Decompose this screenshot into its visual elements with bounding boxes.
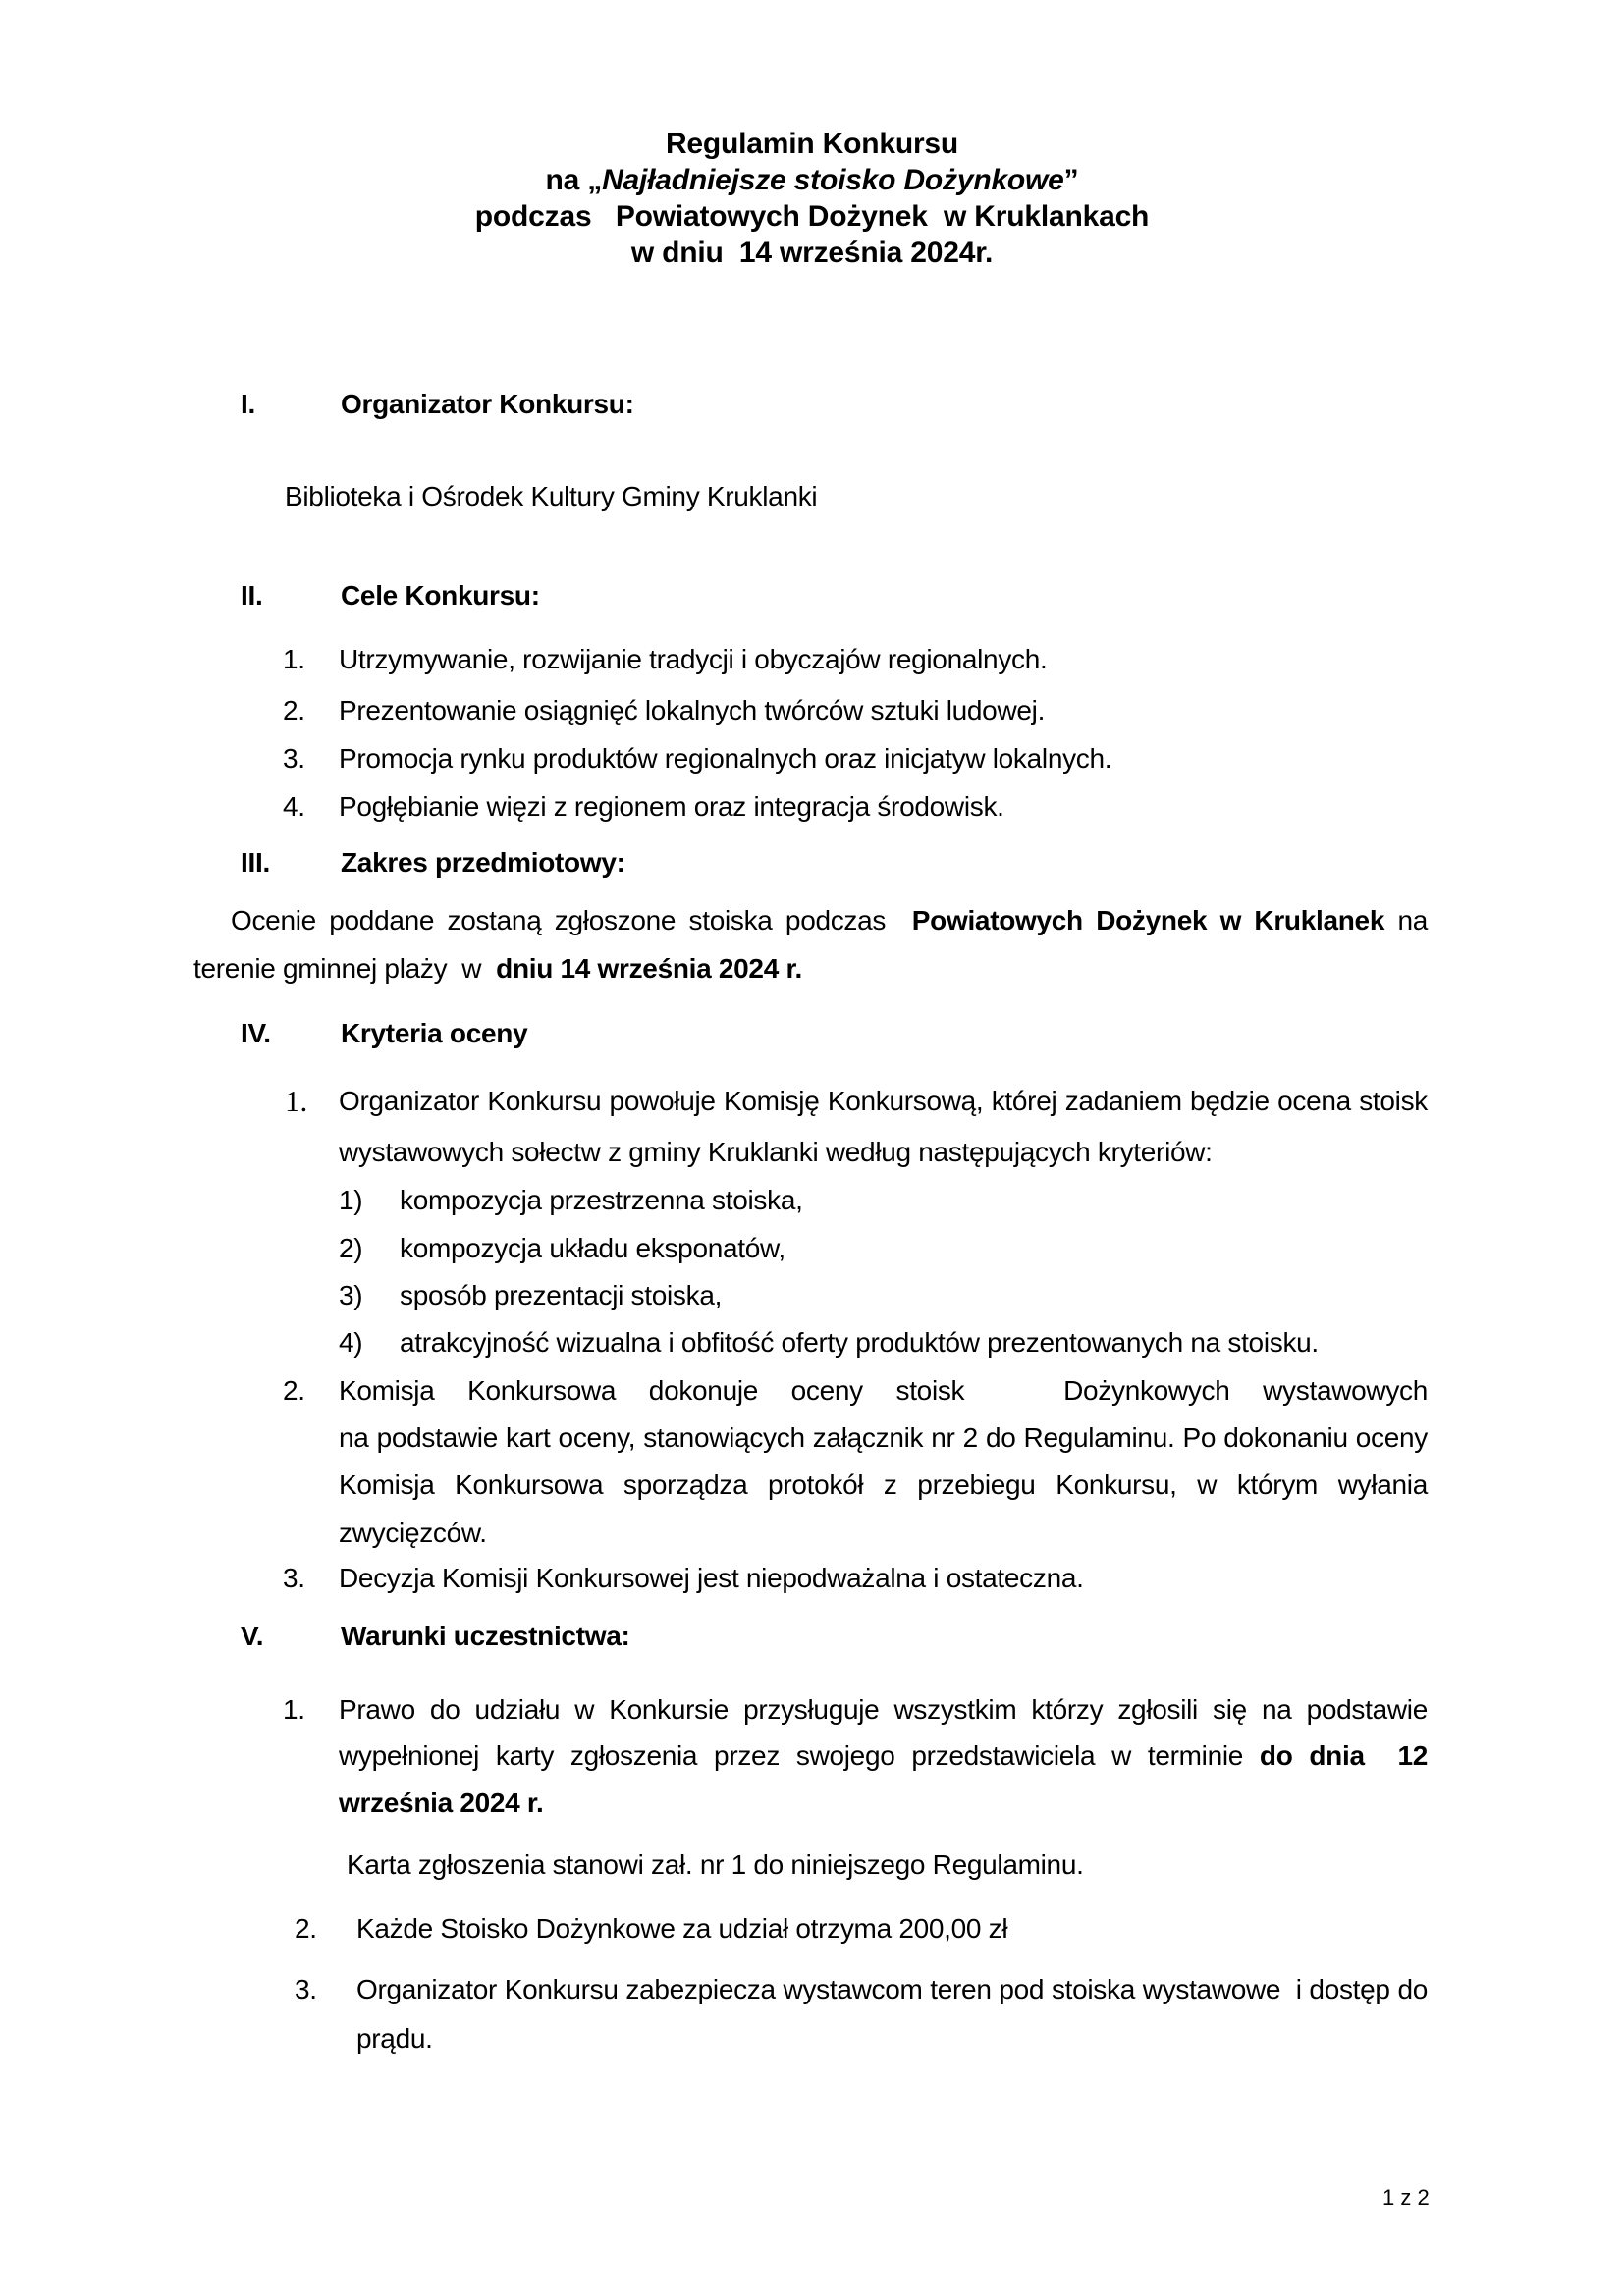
list-item-line [339,1739,1428,1773]
list-item: Każde Stoisko Dożynkowe za udział otrzyma 200,00 zł [356,1913,1008,1944]
section-3-heading: Zakres przedmiotowy: [341,847,625,878]
list-item-line: września 2024 r. [339,1788,544,1818]
title-line-2-suffix: ” [1063,164,1079,196]
list-marker: 3. [283,1563,305,1593]
sublist-marker: 2) [339,1233,363,1263]
list-item-line: zwycięzców. [339,1518,487,1548]
list-marker: 2. [295,1913,317,1944]
title-line-1: Regulamin Konkursu [665,128,959,160]
section-5-heading: Warunki uczestnictwa: [341,1621,630,1651]
title-line-2-italic: Najładniejsze stoisko Dożynkowe [602,164,1064,196]
section-4-heading: Kryteria oceny [341,1018,528,1048]
section-1-numeral: I. [241,389,255,419]
list-item: Utrzymywanie, rozwijanie tradycji i obyczajów regionalnych. [339,644,1048,674]
list-marker: 3. [283,743,305,774]
sublist-marker: 4) [339,1327,363,1358]
paragraph-text: terenie gminnej plaży w [193,953,497,984]
sublist-marker: 1) [339,1185,363,1215]
section-5-numeral: V. [241,1621,264,1651]
section-2-numeral: II. [241,580,263,611]
paragraph-text: na [1384,905,1428,935]
list-marker: 1. [283,644,305,674]
paragraph-bold-text: Powiatowych Dożynek w Kruklanek [911,905,1385,935]
paragraph-text: Ocenie poddane zostaną zgłoszone stoiska podczas [231,905,912,935]
karta-note: Karta zgłoszenia stanowi zał. nr 1 do niniejszego Regulaminu. [347,1849,1084,1880]
list-item-line: prądu. [356,2023,433,2054]
list-marker: 1. [283,1694,305,1725]
list-item: Decyzja Komisji Konkursowej jest niepodważalna i ostateczna. [339,1563,1084,1593]
list-marker: 2. [283,1375,305,1406]
list-item: Prezentowanie osiągnięć lokalnych twórców sztuki ludowej. [339,695,1046,725]
section-3-paragraph-line-2 [193,952,802,986]
paragraph-bold-text: dniu 14 września 2024 r. [496,953,802,984]
list-item-line: Organizator Konkursu zabezpiecza wystawcom teren pod stoiska wystawowe i dostęp do [356,1974,1428,2004]
section-1-body: Biblioteka i Ośrodek Kultury Gminy Kruklanki [285,481,818,511]
list-marker: 3. [295,1974,317,2004]
title-line-2 [0,164,1624,197]
list-item-line: Prawo do udziału w Konkursie przysługuje wszystkim którzy zgłosili się na podstawie [339,1694,1428,1725]
section-4-numeral: IV. [241,1018,271,1048]
list-item-line: Komisja Konkursowa sporządza protokół z przebiegu Konkursu, w którym wyłania [339,1469,1428,1500]
list-marker: 4. [283,791,305,822]
section-3-numeral: III. [241,847,270,878]
title-line-4: w dniu 14 września 2024r. [630,237,994,269]
list-item-line: Organizator Konkursu powołuje Komisję Konkursową, której zadaniem będzie ocena stoisk [339,1086,1428,1116]
list-item: Pogłębianie więzi z regionem oraz integracja środowisk. [339,791,1004,822]
title-line-2-prefix: na „ [545,164,603,196]
sublist-item: kompozycja przestrzenna stoiska, [400,1185,803,1215]
paragraph-bold-text: do dnia 12 [1259,1740,1428,1771]
list-item-line: na podstawie kart oceny, stanowiących załącznik nr 2 do Regulaminu. Po dokonaniu oceny [339,1422,1428,1453]
list-item-line: wystawowych sołectw z gminy Kruklanki według następujących kryteriów: [339,1137,1213,1167]
footer-page-number: 1 z 2 [1382,2185,1430,2210]
list-marker: 2. [283,695,305,725]
paragraph-text: wypełnionej karty zgłoszenia przez swojego przedstawiciela w terminie [339,1740,1260,1771]
title-line-3: podczas Powiatowych Dożynek w Kruklankach [474,200,1150,233]
sublist-marker: 3) [339,1280,363,1310]
section-2-heading: Cele Konkursu: [341,580,540,611]
list-item: Promocja rynku produktów regionalnych oraz inicjatyw lokalnych. [339,743,1112,774]
sublist-item: kompozycja układu eksponatów, [400,1233,785,1263]
list-marker: 1. [285,1084,308,1118]
section-3-paragraph-line-1 [231,904,1428,937]
sublist-item: atrakcyjność wizualna i obfitość oferty produktów prezentowanych na stoisku. [400,1327,1319,1358]
section-1-heading: Organizator Konkursu: [341,389,634,419]
sublist-item: sposób prezentacji stoiska, [400,1280,723,1310]
list-item-line: Komisja Konkursowa dokonuje oceny stoisk Dożynkowych wystawowych [339,1375,1428,1406]
